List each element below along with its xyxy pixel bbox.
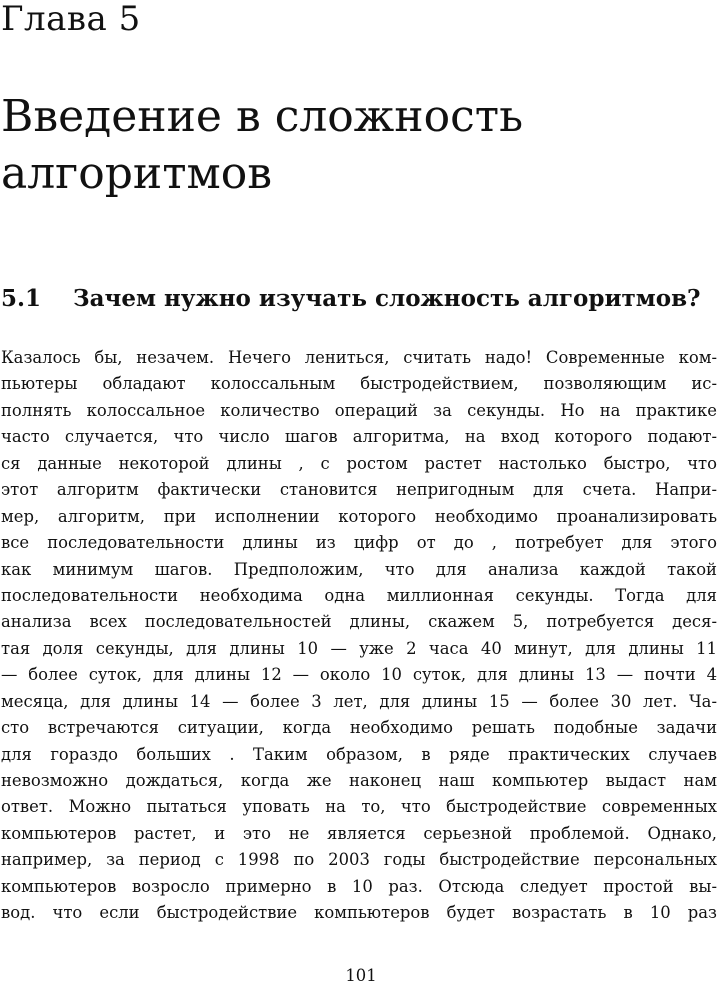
text-line: как минимум шагов. Предположим, что для анализа каждой такой <box>1 559 717 579</box>
text-line: — более суток, для длины 12 — около 10 суток, для длины 13 — почти 4 <box>1 665 717 685</box>
text-line: этот алгоритм фактически становится непригодным для счета. Напри- <box>1 480 717 500</box>
text-line: компьютеров растет, и это не является серьезной проблемой. Однако, <box>1 823 717 843</box>
text-line: ся данные некоторой длины , с ростом растет настолько быстро, что <box>1 453 717 473</box>
text-line: анализа всех последовательностей длины, скажем 5, потребуется деся- <box>1 612 717 632</box>
text-line: все последовательности длины из цифр от до , потребует для этого <box>1 533 717 553</box>
text-line: часто случается, что число шагов алгоритма, на вход которого подают- <box>1 427 717 447</box>
text-line: полнять колоссальное количество операций за секунды. Но на практике <box>1 400 717 420</box>
body-text <box>1 345 717 927</box>
text-line: последовательности необходима одна миллионная секунды. Тогда для <box>1 585 717 605</box>
text-line: например, за период с 1998 по 2003 годы быстродействие персональных <box>1 850 717 870</box>
text-line: сто встречаются ситуации, когда необходимо решать подобные задачи <box>1 718 717 738</box>
text-line: вод. что если быстродействие компьютеров будет возрастать в 10 раз <box>1 903 717 923</box>
chapter-title <box>1 88 523 202</box>
text-line: мер, алгоритм, при исполнении которого необходимо проанализировать <box>1 506 717 526</box>
page-number: 101 <box>345 966 377 985</box>
text-line: пьютеры обладают колоссальным быстродействием, позволяющим ис- <box>1 374 717 394</box>
chapter-label: Глава 5 <box>1 0 141 39</box>
text-line: ответ. Можно пытаться уповать на то, что быстродействие современных <box>1 797 717 817</box>
text-line: месяца, для длины 14 — более 3 лет, для длины 15 — более 30 лет. Ча- <box>1 691 717 711</box>
chapter-title-line: Введение в сложность <box>1 91 524 142</box>
text-line: невозможно дождаться, когда же наконец наш компьютер выдаст нам <box>1 771 717 790</box>
section-title: Зачем нужно изучать сложность алгоритмов? <box>73 285 701 312</box>
section-number: 5.1 <box>1 285 42 312</box>
text-line: тая доля секунды, для длины 10 — уже 2 часа 40 минут, для длины 11 <box>1 638 717 658</box>
text-line: Казалось бы, незачем. Нечего лениться, считать надо! Современные ком- <box>1 348 717 367</box>
chapter-title-line: алгоритмов <box>1 148 273 199</box>
text-line: для гораздо больших . Таким образом, в ряде практических случаев <box>1 744 717 764</box>
text-line: компьютеров возросло примерно в 10 раз. Отсюда следует простой вы- <box>1 876 717 896</box>
section-heading <box>1 284 722 314</box>
